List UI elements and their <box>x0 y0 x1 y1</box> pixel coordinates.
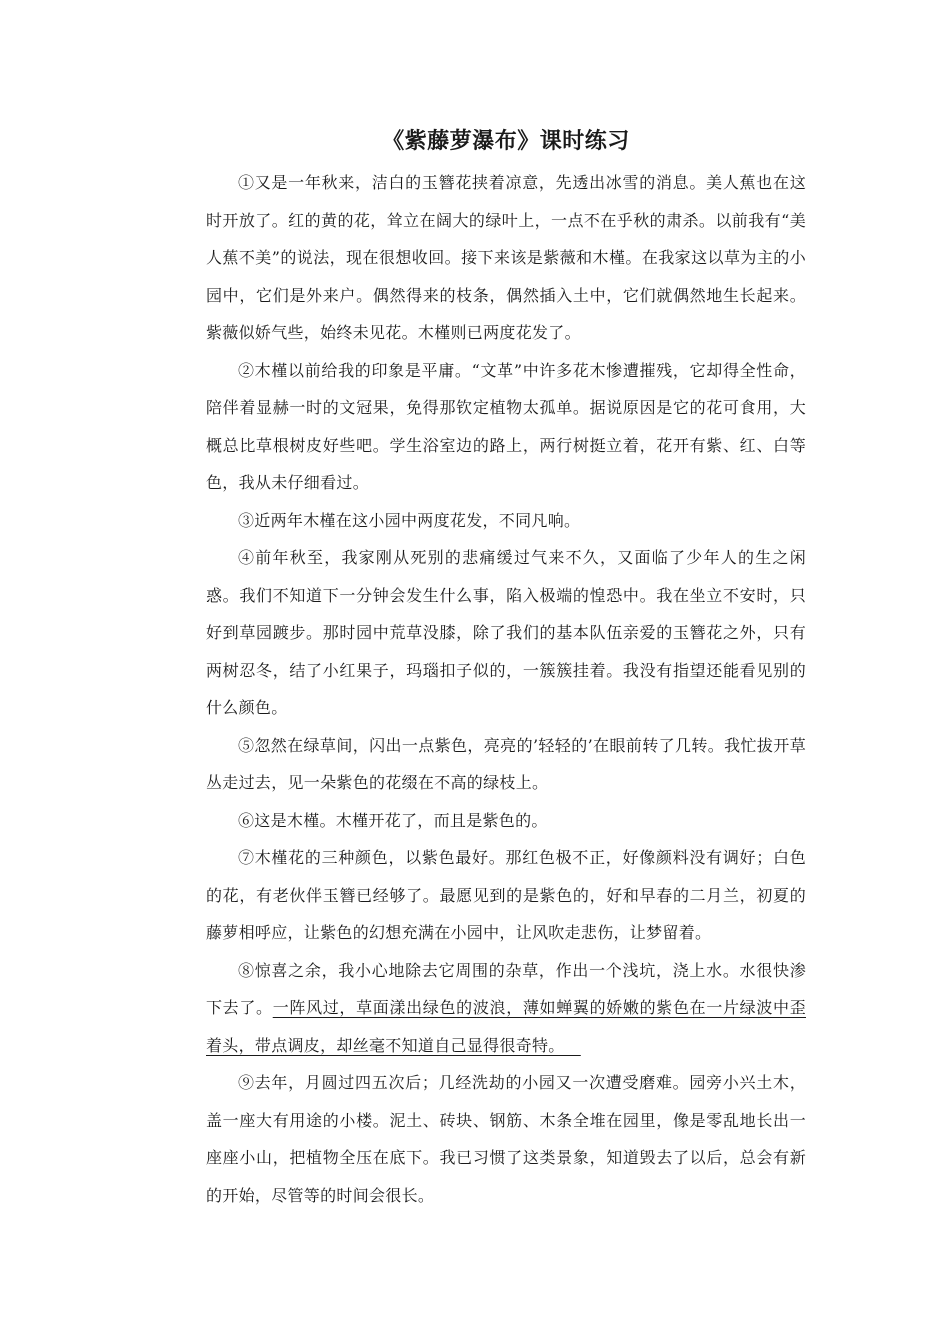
underlined-sentence: 一阵风过，草面漾出绿色的波浪，薄如蝉翼的娇嫩的紫色在一片绿波中歪着头，带点调皮，却丝毫不知道自己显得很奇特。 <box>206 998 806 1055</box>
document-title: 《紫藤萝瀑布》课时练习 <box>382 128 630 154</box>
paragraph-7 <box>206 839 806 952</box>
paragraph-5 <box>206 727 806 802</box>
paragraph-text: ⑦木槿花的三种颜色，以紫色最好。那红色极不正，好像颜料没有调好；白色的花，有老伙伴玉簪已经够了。最愿见到的是紫色的，好和早春的二月兰，初夏的藤萝相呼应，让紫色的幻想充满在小园中，让风吹走悲伤，让梦留着。 <box>206 848 806 942</box>
paragraph-8 <box>206 952 806 1065</box>
paragraph-6 <box>206 802 806 840</box>
paragraph-text: ④前年秋至，我家刚从死别的悲痛缓过气来不久，又面临了少年人的生之闲惑。我们不知道下一分钟会发生什么事，陷入极端的惶恐中。我在坐立不安时，只好到草园踱步。那时园中荒草没膝，除了我们的基本队伍亲爱的玉簪花之外，只有两树忍冬，结了小红果子，玛瑙扣子似的，一簇簇挂着。我没有指望还能看见别的什么颜色。 <box>206 548 806 717</box>
paragraph-9 <box>206 1064 806 1214</box>
paragraph-text: ⑤忽然在绿草间，闪出一点紫色，亮亮的’轻轻的’在眼前转了几转。我忙拔开草丛走过去，见一朵紫色的花缀在不高的绿枝上。 <box>206 735 806 792</box>
document-body <box>206 124 806 1214</box>
paragraph-text: ⑨去年，月圆过四五次后；几经洗劫的小园又一次遭受磨难。园旁小兴土木，盖一座大有用途的小楼。泥土、砖块、钢筋、木条全堆在园里，像是零乱地长出一座座小山，把植物全压在底下。我已习惯了这类景象，知道毁去了以后，总会有新的开始，尽管等的时间会很长。 <box>206 1073 806 1205</box>
paragraph-4 <box>206 539 806 727</box>
paragraph-1 <box>206 164 806 352</box>
paragraph-2 <box>206 352 806 502</box>
paragraph-text: ③近两年木槿在这小园中两度花发，不同凡响。 <box>238 510 581 530</box>
paragraph-text: ①又是一年秋来，洁白的玉簪花挟着凉意，先透出冰雪的消息。美人蕉也在这时开放了。红的黄的花，耸立在阔大的绿叶上，一点不在乎秋的肃杀。以前我有“美人蕉不美”的说法，现在很想收回。接下来该是紫薇和木槿。在我家这以草为主的小园中，它们是外来户。偶然得来的枝条，偶然插入土中，它们就偶然地生长起来。紫薇似娇气些，始终未见花。木槿则已两度花发了。 <box>206 173 806 342</box>
paragraph-text: ②木槿以前给我的印象是平庸。“文革”中许多花木惨遭摧残，它却得全性命，陪伴着显赫一时的文冠果，免得那钦定植物太孤单。据说原因是它的花可食用，大概总比草根树皮好些吧。学生浴室边的路上，两行树挺立着，花开有紫、红、白等色，我从未仔细看过。 <box>206 360 806 492</box>
paragraph-3 <box>206 502 806 540</box>
paragraph-text: ⑥这是木槿。木槿开花了，而且是紫色的。 <box>238 810 548 830</box>
paragraph-text: ⑧惊喜之余，我小心地除去它周围的杂草，作出一个浅坑，浇上水。水很快渗下去了。 <box>206 960 806 1017</box>
